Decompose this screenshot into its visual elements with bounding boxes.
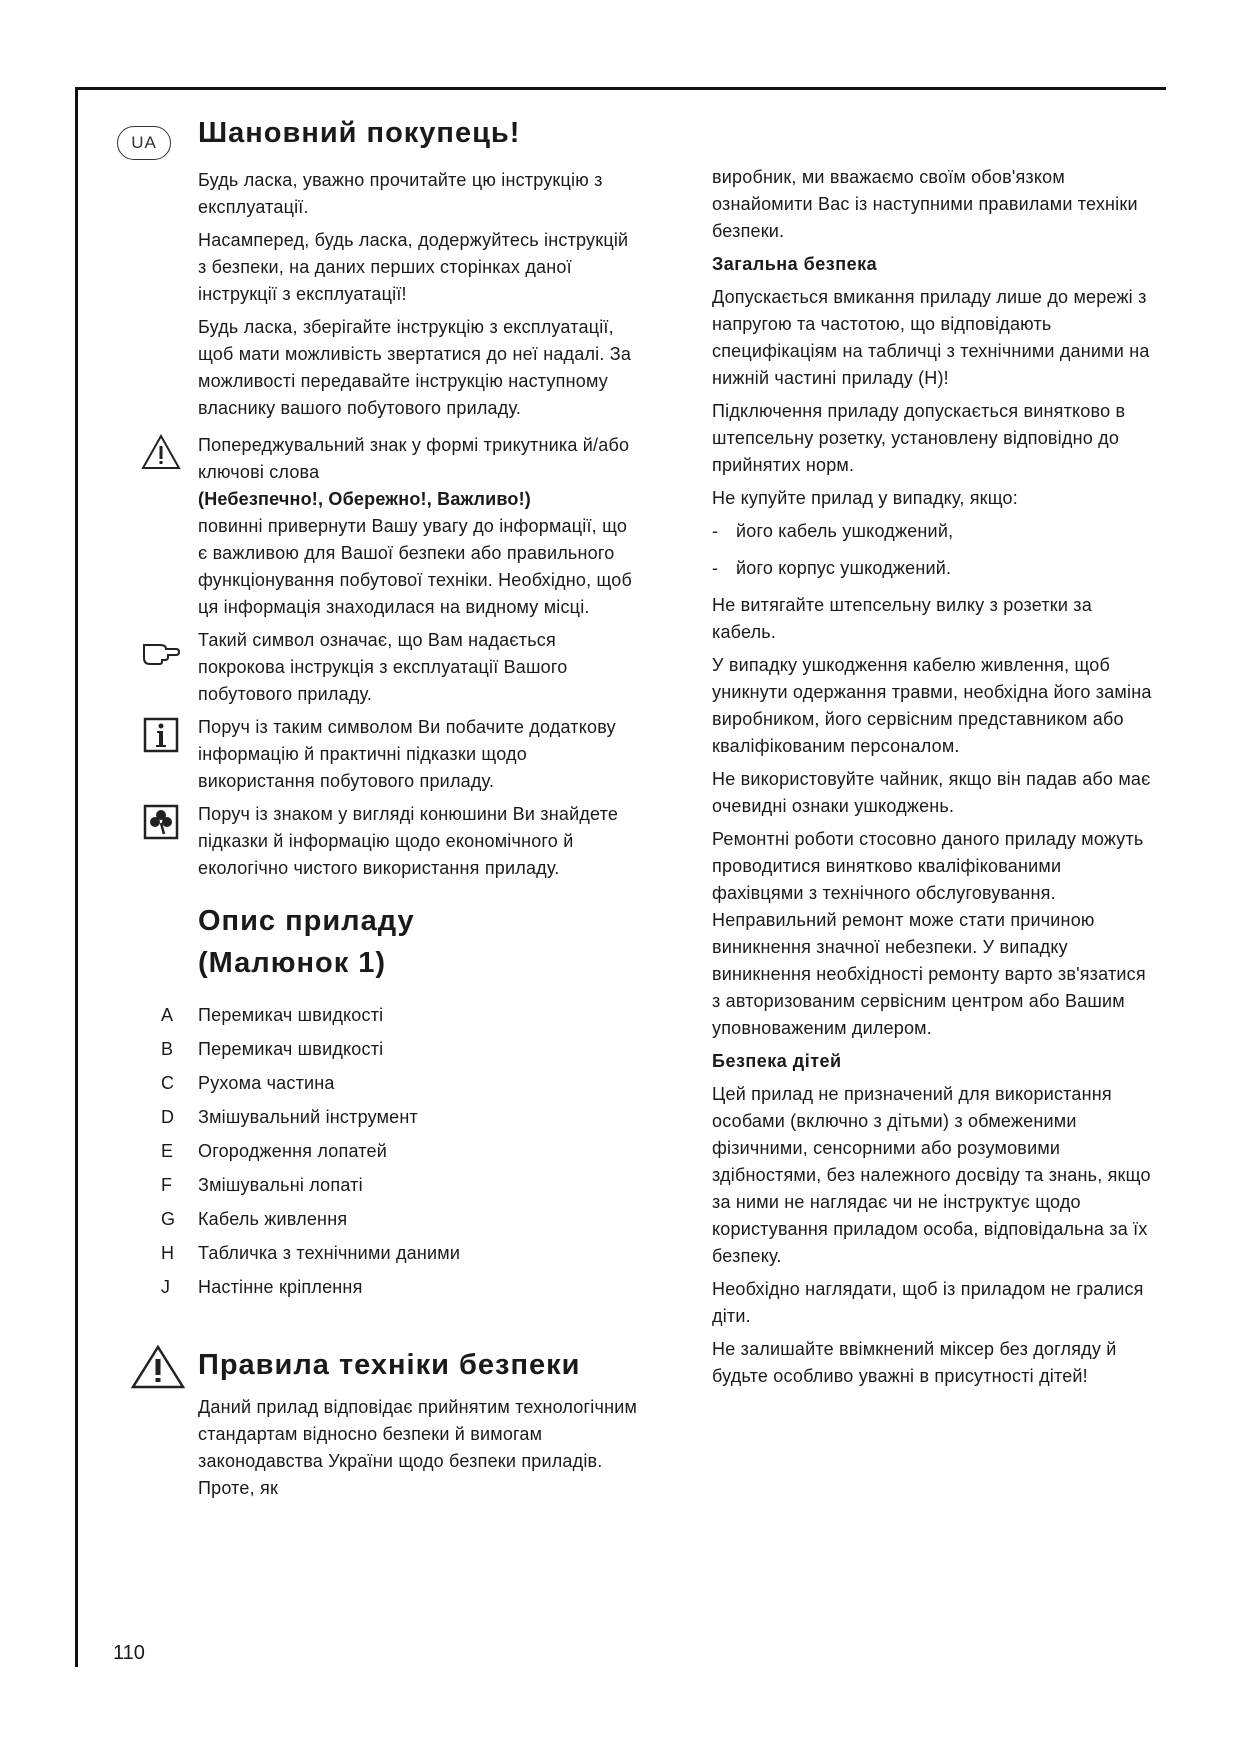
legend-text: Рухома частина [198, 1072, 335, 1093]
condition-list-item: - його кабель ушкоджений, [712, 518, 1152, 545]
hand-note [198, 627, 638, 708]
legend-item [161, 1236, 638, 1270]
greeting-paragraph: Будь ласка, уважно прочитайте цю інструкцію з експлуатації. [198, 170, 603, 217]
parts-legend [161, 998, 638, 1304]
legend-letter: B [161, 1038, 174, 1059]
right-column [712, 164, 1152, 1396]
legend-item [161, 1032, 638, 1066]
warning-lead: Попереджувальний знак у формі трикутника й/або ключові слова [198, 435, 630, 482]
description-subtitle: (Малюнок 1) [198, 947, 387, 979]
legend-letter: E [161, 1140, 174, 1161]
left-rule [75, 87, 78, 1667]
eco-note [198, 801, 638, 882]
info-note-text: Поруч із таким символом Ви побачите додаткову інформацію й практичні підказки щодо використання побутового приладу. [198, 717, 616, 791]
greeting-title: Шановний покупець! [198, 117, 521, 149]
info-note [198, 714, 638, 795]
greeting-paragraph: Насамперед, будь ласка, додержуйтесь інструкцій з безпеки, на даних перших сторінках даної інструкції з експлуатації! [198, 230, 629, 304]
legend-item [161, 1202, 638, 1236]
safety-rules-intro: Даний прилад відповідає прийнятим технологічним стандартам відносно безпеки й вимогам законодавства України щодо безпеки приладів. Проте, як [198, 1397, 638, 1498]
general-safety-paragraph: Ремонтні роботи стосовно даного приладу можуть проводитися винятково кваліфікованими фахівцями з технічного обслуговування. Неправильний ремонт може стати причиною виникнення значної небезпеки. У випадку виникнення необхідності ремонту варто зв'язатися з авторизованим сервісним центром або Вашим уповноваженим дилером. [712, 829, 1146, 1038]
warning-triangle-icon [130, 1344, 186, 1390]
general-safety-paragraph: У випадку ушкодження кабелю живлення, щоб уникнути одержання травми, необхідна його заміна виробником, його сервісним представником або кваліфікованим персоналом. [712, 655, 1152, 756]
legend-item [161, 1134, 638, 1168]
legend-letter: J [161, 1276, 171, 1297]
legend-text: Перемикач швидкості [198, 1004, 384, 1025]
legend-text: Змішувальні лопаті [198, 1174, 363, 1195]
safety-rules-title: Правила техніки безпеки [198, 1349, 581, 1381]
child-safety-paragraph: Необхідно наглядати, щоб із приладом не гралися діти. [712, 1279, 1144, 1326]
legend-text: Огородження лопатей [198, 1140, 387, 1161]
legend-letter: C [161, 1072, 175, 1093]
greeting-text [198, 167, 638, 422]
condition-list-item: - його корпус ушкоджений. [712, 555, 1152, 582]
warning-tail: повинні привернути Вашу увагу до інформації, що є важливою для Вашої безпеки або правильного функціонування побутової техніки. Необхідно, щоб ця інформація знаходилася на видному місці. [198, 516, 633, 617]
top-rule [75, 87, 1166, 90]
pointing-hand-icon [140, 631, 182, 673]
legend-item [161, 1100, 638, 1134]
safety-intro-continued: виробник, ми вважаємо своїм обов'язком ознайомити Вас із наступними правилами техніки безпеки. [712, 167, 1138, 241]
language-badge: UA [117, 126, 171, 160]
page-number: 110 [113, 1642, 145, 1664]
warning-triangle-icon [140, 432, 182, 474]
description-title: Опис приладу [198, 905, 415, 937]
legend-letter: A [161, 1004, 174, 1025]
hand-note-text: Такий символ означає, що Вам надається покрокова інструкція з експлуатації Вашого побутового приладу. [198, 630, 568, 704]
legend-text: Кабель живлення [198, 1208, 348, 1229]
legend-letter: D [161, 1106, 175, 1127]
legend-item [161, 998, 638, 1032]
child-safety-paragraph: Цей прилад не призначений для використання особами (включно з дітьми) з обмеженими фізичними, сенсорними або розумовими здібностями, без належного досвіду та знань, якщо за ними не наглядає чи не інструктує щодо користування приладом особа, відповідальна за їх безпеку. [712, 1084, 1151, 1266]
general-safety-paragraph: Допускається вмикання приладу лише до мережі з напругою та частотою, що відповідають специфікаціям на табличці з технічними даними на нижній частині приладу (H)! [712, 287, 1150, 388]
legend-letter: G [161, 1208, 176, 1229]
legend-letter: F [161, 1174, 173, 1195]
legend-text: Змішувальний інструмент [198, 1106, 418, 1127]
legend-letter: H [161, 1242, 175, 1263]
eco-note-text: Поруч із знаком у вигляді конюшини Ви знайдете підказки й інформацію щодо економічного й екологічно чистого використання приладу. [198, 804, 619, 878]
general-safety-heading: Загальна безпека [712, 254, 878, 274]
general-safety-paragraph: Підключення приладу допускається винятково в штепсельну розетку, установлену відповідно до прийнятих норм. [712, 401, 1126, 475]
legend-item [161, 1168, 638, 1202]
clover-icon [140, 801, 182, 843]
legend-text: Настінне кріплення [198, 1276, 363, 1297]
child-safety-paragraph: Не залишайте ввімкнений міксер без догляду й будьте особливо уважні в присутності дітей! [712, 1339, 1117, 1386]
safety-rules-section [198, 1344, 638, 1502]
left-column [161, 117, 638, 1508]
legend-text: Табличка з технічними даними [198, 1242, 461, 1263]
warning-note [198, 432, 638, 621]
legend-item [161, 1066, 638, 1100]
child-safety-heading: Безпека дітей [712, 1051, 842, 1071]
general-safety-paragraph: Не використовуйте чайник, якщо він падав або має очевидні ознаки ушкоджень. [712, 769, 1151, 816]
general-safety-paragraph: Не витягайте штепсельну вилку з розетки за кабель. [712, 595, 1092, 642]
warning-keywords: (Небезпечно!, Обережно!, Важливо!) [198, 489, 531, 509]
legend-text: Перемикач швидкості [198, 1038, 384, 1059]
greeting-paragraph: Будь ласка, зберігайте інструкцію з експлуатації, щоб мати можливість звертатися до неї надалі. За можливості передавайте інструкцію наступному власнику вашого побутового приладу. [198, 317, 632, 418]
general-safety-paragraph: Не купуйте прилад у випадку, якщо: [712, 488, 1018, 508]
info-icon [140, 714, 182, 756]
legend-item [161, 1270, 638, 1304]
